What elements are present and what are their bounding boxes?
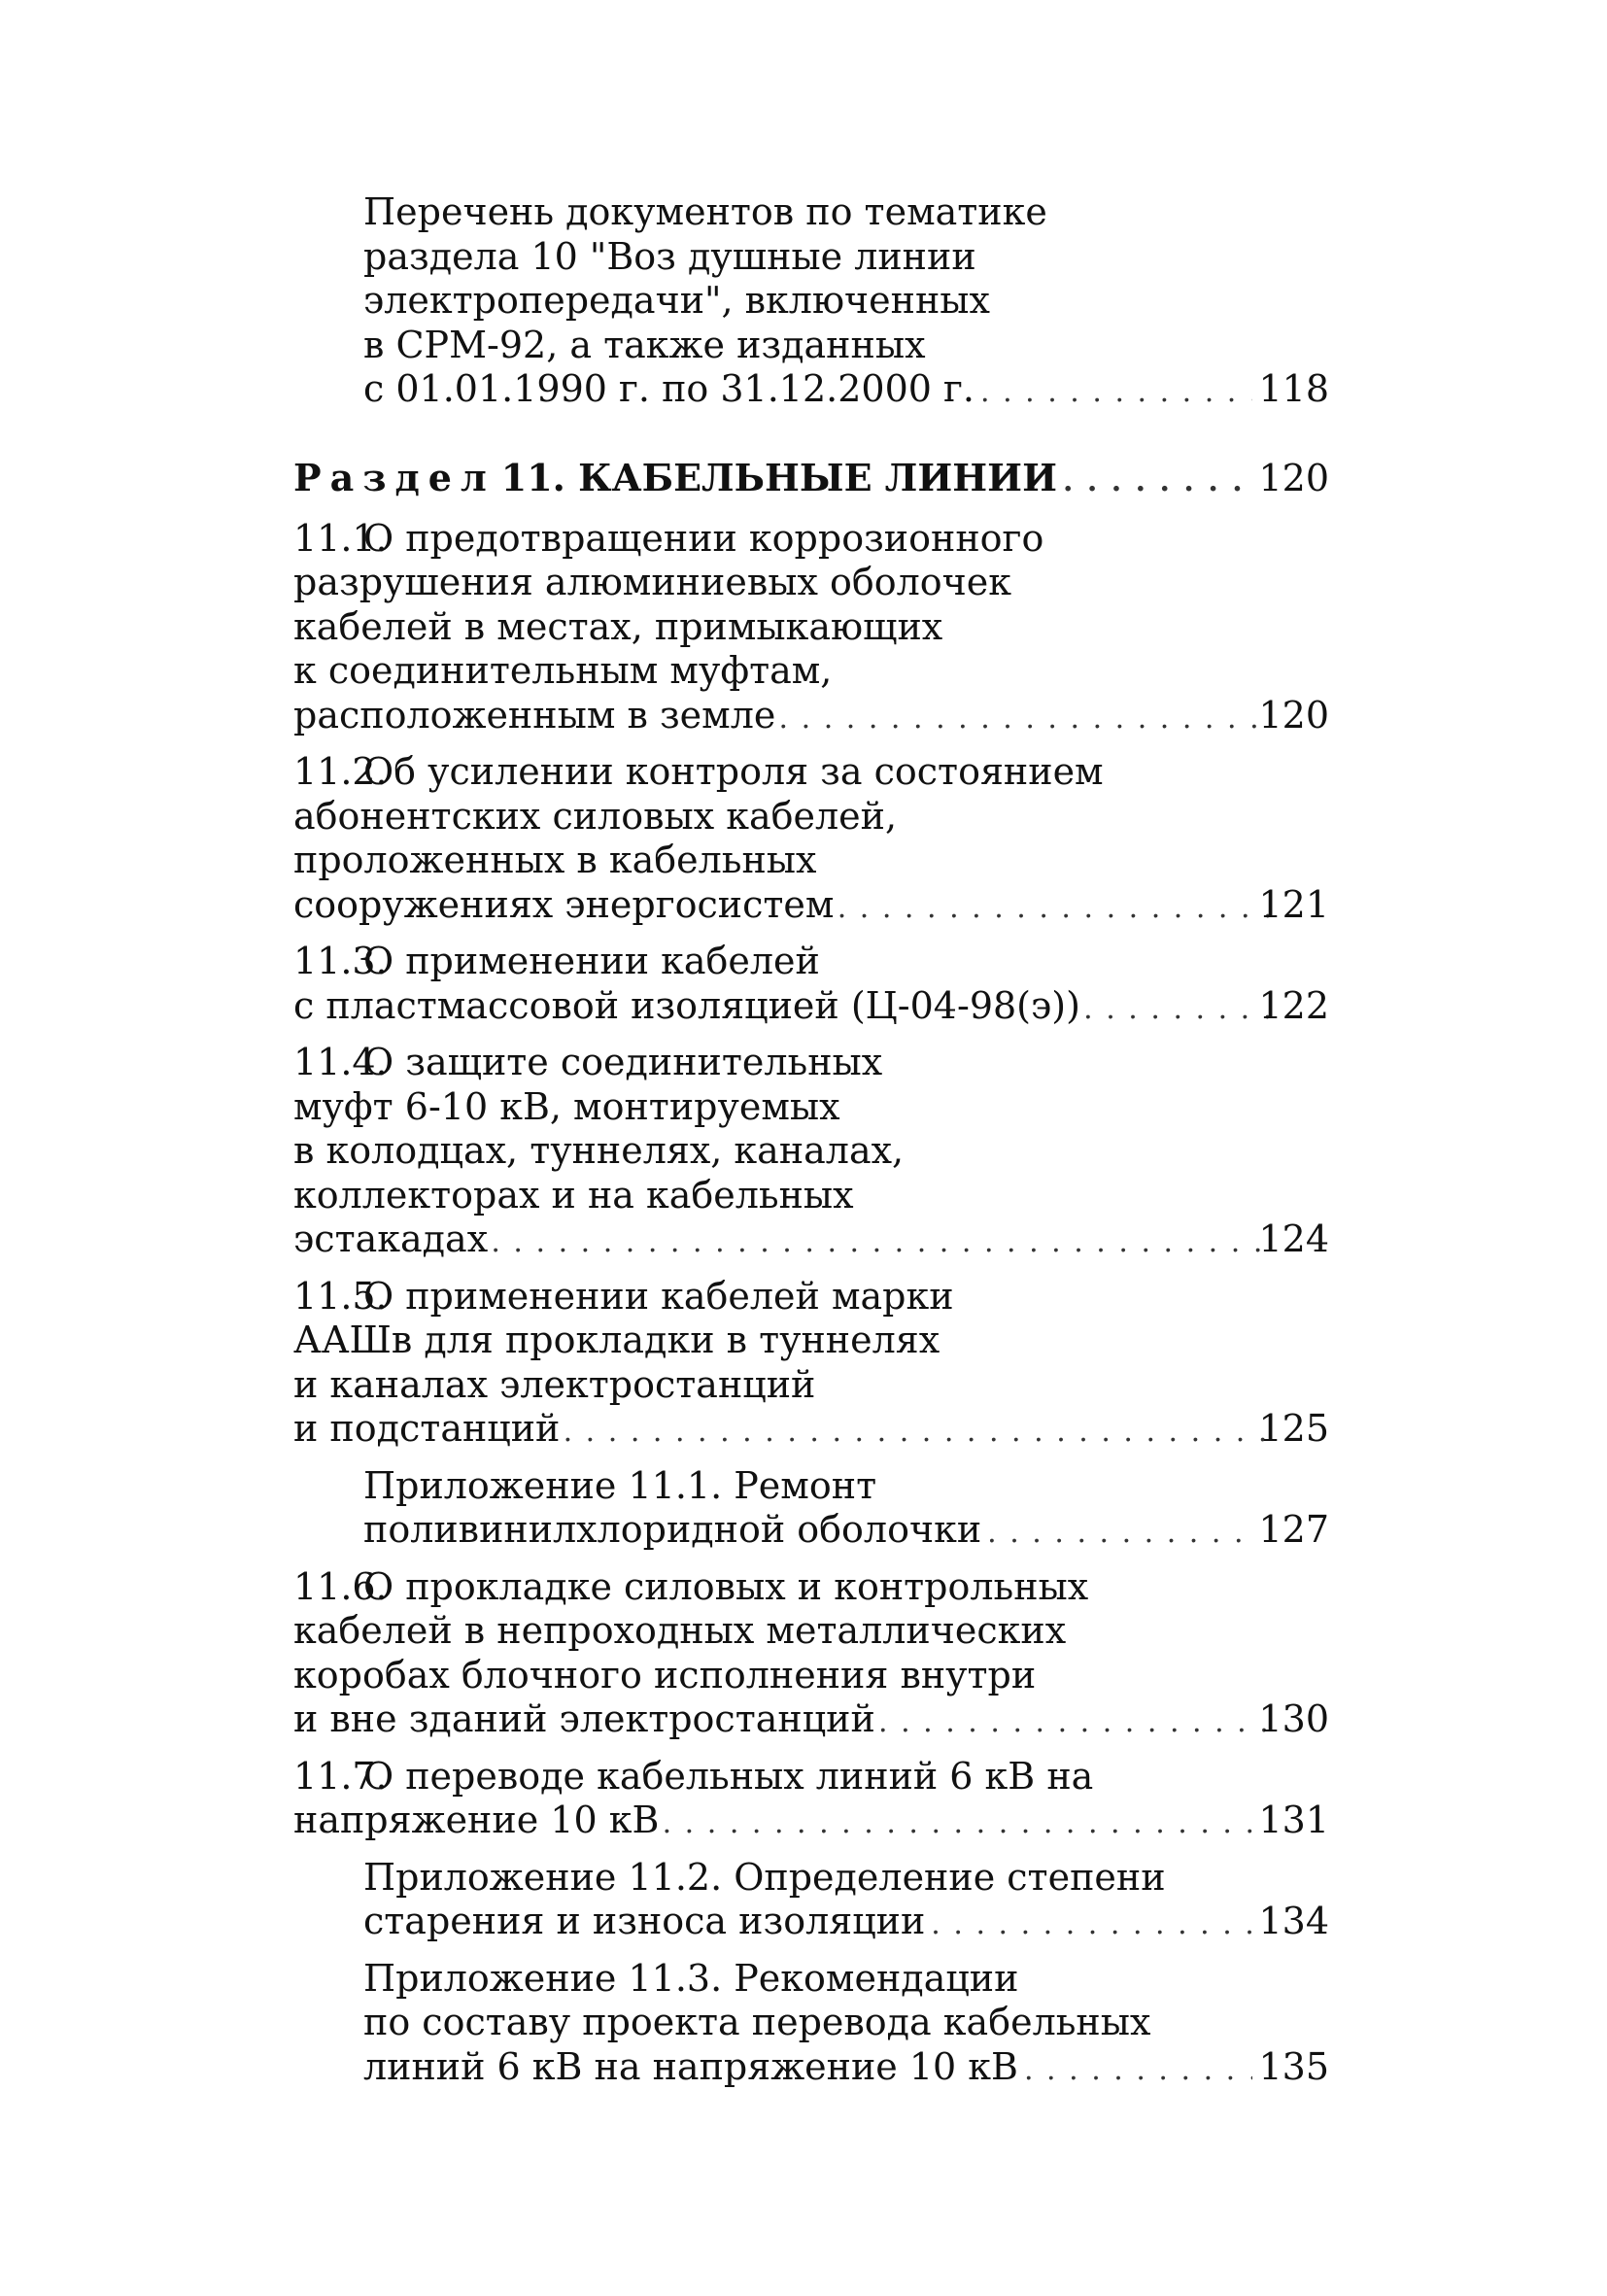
toc-entry-line: О применении кабелей	[363, 940, 820, 982]
toc-entry-line: О защите соединительных	[363, 1041, 883, 1083]
toc-entry-line: электропередачи", включенных	[363, 279, 990, 322]
dot-leader	[1086, 987, 1269, 1032]
toc-entry-line: и вне зданий электростанций	[293, 1697, 875, 1740]
entry-number: 11.3.	[293, 940, 388, 982]
toc-entry-last-line	[363, 367, 1329, 415]
dot-leader	[839, 886, 1269, 931]
dot-leader	[987, 1511, 1252, 1556]
toc-entry-line: коробах блочного исполнения внутри	[293, 1653, 1037, 1696]
toc-entry-line: и каналах электростанций	[293, 1362, 816, 1406]
toc-entry-last-line	[293, 1217, 1329, 1265]
toc-entry-line: раздела 10 "Воз душные линии	[363, 234, 976, 278]
toc-entry-line: Приложение 11.3. Рекомендации	[363, 1956, 1019, 2000]
page-number: 130	[1258, 1697, 1329, 1740]
toc-entry-11-5	[293, 1275, 1329, 1455]
page-number: 121	[1258, 882, 1329, 926]
toc-entry-11-1	[293, 517, 1329, 741]
page-number: 124	[1258, 1217, 1329, 1260]
table-of-contents	[293, 190, 1329, 2092]
page-number: 120	[1258, 693, 1329, 737]
dot-leader	[881, 1700, 1269, 1745]
toc-entry-11-3	[293, 940, 1329, 1031]
page-number: 127	[1258, 1508, 1329, 1551]
page-number: 118	[1258, 367, 1329, 410]
page-number: 134	[1258, 1900, 1329, 1942]
section-prefix: Раздел	[293, 455, 496, 499]
toc-entry-line: сооружениях энергосистем	[293, 882, 835, 926]
toc-entry-appendix-11-3	[293, 1957, 1329, 2093]
toc-entry-11-2	[293, 750, 1329, 930]
toc-entry-last-line	[293, 693, 1329, 741]
toc-entry-last-line	[293, 1799, 1329, 1846]
toc-entry-last-line	[363, 2045, 1329, 2093]
toc-entry-line: кабелей в местах, примыкающих	[293, 604, 943, 648]
dot-leader	[980, 370, 1252, 415]
toc-entry-last-line	[293, 1407, 1329, 1455]
toc-entry-line: О прокладке силовых и контрольных	[363, 1564, 1089, 1608]
page-number: 122	[1258, 983, 1329, 1027]
toc-entry-line: муфт 6-10 кВ, монтируемых	[293, 1084, 840, 1128]
dot-leader	[565, 1410, 1269, 1455]
toc-entry-last-line	[363, 1508, 1329, 1556]
dot-leader	[781, 697, 1269, 741]
toc-entry-line: в СРМ-92, а также изданных	[363, 323, 926, 366]
dot-leader	[1063, 460, 1252, 503]
entry-number: 11.7.	[293, 1754, 388, 1798]
toc-entry-11-6	[293, 1565, 1329, 1745]
dot-leader	[931, 1902, 1252, 1947]
entry-number: 11.6.	[293, 1564, 388, 1608]
toc-entry-line: проложенных в кабельных	[293, 839, 817, 881]
toc-entry-line: линий 6 кВ на напряжение 10 кВ	[363, 2044, 1018, 2088]
toc-entry-line: О переводе кабельных линий 6 кВ на	[363, 1754, 1094, 1798]
entry-number: 11.1.	[293, 516, 388, 560]
toc-entry-intro	[293, 190, 1329, 415]
section-title: 11. КАБЕЛЬНЫЕ ЛИНИИ	[500, 455, 1057, 499]
toc-entry-11-7	[293, 1755, 1329, 1846]
toc-entry-line: Приложение 11.2. Определение степени	[363, 1855, 1166, 1899]
toc-entry-line: напряжение 10 кВ	[293, 1799, 660, 1841]
toc-entry-line: Об усилении контроля за состоянием	[363, 750, 1104, 793]
toc-entry-last-line	[293, 983, 1329, 1032]
page-number: 135	[1258, 2044, 1329, 2088]
toc-entry-last-line	[293, 1697, 1329, 1745]
toc-entry-last-line	[293, 882, 1329, 931]
toc-entry-line: с 01.01.1990 г. по 31.12.2000 г.	[363, 367, 975, 410]
toc-entry-line: разрушения алюминиевых оболочек	[293, 561, 1011, 603]
toc-entry-line: старения и износа изоляции	[363, 1900, 926, 1942]
section-heading	[293, 456, 1329, 503]
toc-entry-appendix-11-2	[293, 1856, 1329, 1947]
toc-entry-line: по составу проекта перевода кабельных	[363, 2001, 1151, 2043]
toc-entry-line: эстакадах	[293, 1217, 489, 1260]
dot-leader	[665, 1801, 1269, 1846]
toc-entry-line: и подстанций	[293, 1407, 561, 1450]
toc-entry-line: коллекторах и на кабельных	[293, 1173, 854, 1217]
page-number: 120	[1258, 456, 1329, 499]
toc-entry-line: О применении кабелей марки	[363, 1274, 954, 1318]
dot-leader	[494, 1220, 1269, 1265]
page-number: 131	[1258, 1799, 1329, 1841]
toc-entry-line: поливинилхлоридной оболочки	[363, 1508, 982, 1551]
entry-number: 11.2.	[293, 750, 388, 793]
toc-entry-last-line	[363, 1900, 1329, 1947]
toc-entry-line: расположенным в земле	[293, 693, 776, 737]
toc-entry-line: кабелей в непроходных металлических	[293, 1609, 1067, 1652]
toc-entry-appendix-11-1	[293, 1464, 1329, 1556]
entry-number: 11.4.	[293, 1041, 388, 1083]
dot-leader	[1024, 2048, 1252, 2093]
toc-entry-line: с пластмассовой изоляцией (Ц-04-98(э))	[293, 983, 1080, 1027]
toc-entry-line: Перечень документов по тематике	[363, 190, 1047, 233]
toc-entry-11-4	[293, 1041, 1329, 1265]
entry-number: 11.5.	[293, 1274, 388, 1318]
toc-entry-line: к соединительным муфтам,	[293, 649, 833, 692]
toc-entry-line: Приложение 11.1. Ремонт	[363, 1463, 877, 1507]
page-number: 125	[1258, 1407, 1329, 1450]
toc-entry-line: ААШв для прокладки в туннелях	[293, 1319, 940, 1361]
toc-entry-line: О предотвращении коррозионного	[363, 516, 1044, 560]
toc-entry-line: абонентских силовых кабелей,	[293, 794, 898, 838]
toc-entry-line: в колодцах, туннелях, каналах,	[293, 1129, 905, 1172]
